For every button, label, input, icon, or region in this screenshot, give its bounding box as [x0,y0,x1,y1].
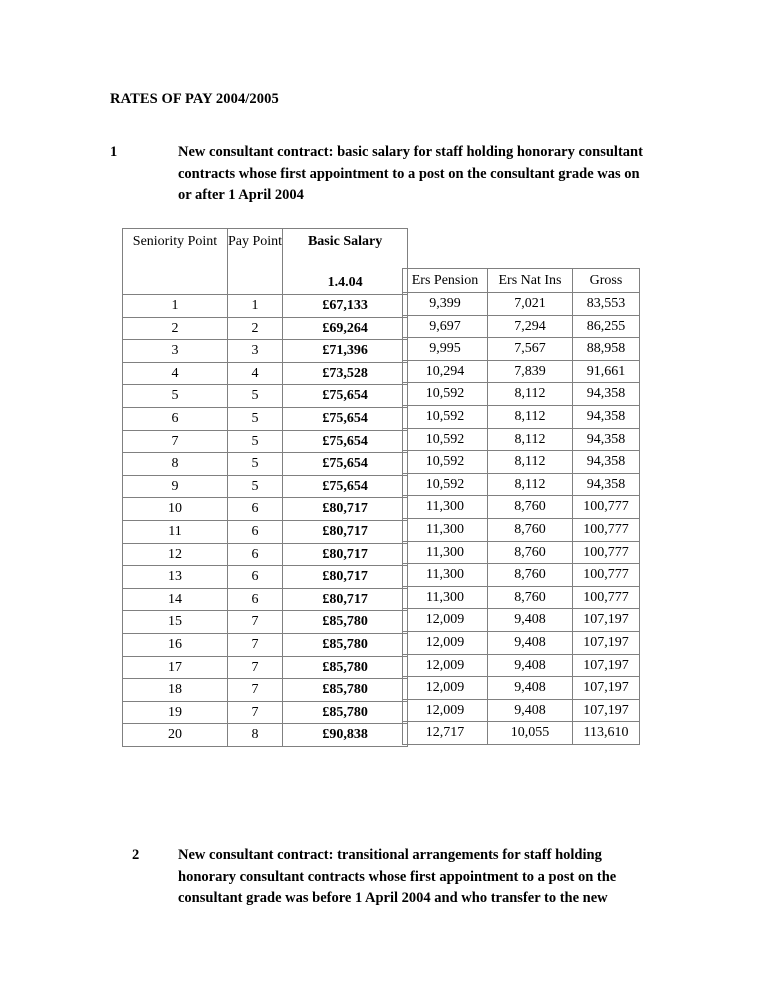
cell-basic-salary: £67,133 [283,295,408,318]
cell-ers-nat-ins: 7,021 [488,293,573,316]
cell-ers-pension: 12,009 [403,699,488,722]
cell-gross: 100,777 [573,586,640,609]
cell-ers-nat-ins: 9,408 [488,654,573,677]
table-row [403,338,640,361]
cell-basic-salary: £75,654 [283,475,408,498]
cell-seniority-point: 5 [123,385,228,408]
cell-basic-salary: £71,396 [283,340,408,363]
cell-ers-nat-ins: 8,760 [488,586,573,609]
table-row [403,451,640,474]
column-header-basic-salary-label: Basic Salary [307,234,383,249]
cell-ers-nat-ins: 8,112 [488,451,573,474]
section-1-number: 1 [110,144,118,160]
table-row [403,654,640,677]
column-header-basic-salary [283,229,408,295]
cell-ers-nat-ins: 7,567 [488,338,573,361]
cell-seniority-point: 4 [123,362,228,385]
cell-seniority-point: 12 [123,543,228,566]
cell-pay-point: 6 [228,566,283,589]
salary-table [122,228,408,747]
table-row [403,405,640,428]
cell-pay-point: 4 [228,362,283,385]
cell-basic-salary: £80,717 [283,543,408,566]
table-row [123,385,408,408]
cell-basic-salary: £80,717 [283,588,408,611]
table-row [123,362,408,385]
page-title: RATES OF PAY 2004/2005 [110,91,279,107]
table-row [123,340,408,363]
table-row [123,543,408,566]
cell-pay-point: 7 [228,701,283,724]
cell-ers-pension: 10,592 [403,383,488,406]
cell-ers-nat-ins: 7,294 [488,315,573,338]
table-row [403,677,640,700]
cell-ers-pension: 12,009 [403,677,488,700]
table-row [123,453,408,476]
table-row [403,722,640,745]
cell-ers-pension: 11,300 [403,564,488,587]
cell-gross: 94,358 [573,383,640,406]
table-row [123,701,408,724]
cell-basic-salary: £85,780 [283,701,408,724]
section-2-text: New consultant contract: transitional arrangements for staff holding honorary consultant contracts whose first appointment to a post on the consultant grade was before 1 April 2004 and who transfer to the new [178,847,617,906]
cell-seniority-point: 1 [123,295,228,318]
cell-gross: 107,197 [573,609,640,632]
contributions-table [402,268,640,745]
table-row [123,295,408,318]
cell-ers-pension: 9,697 [403,315,488,338]
cell-seniority-point: 8 [123,453,228,476]
table-row [123,475,408,498]
cell-gross: 94,358 [573,428,640,451]
cell-ers-pension: 12,009 [403,631,488,654]
cell-ers-pension: 10,592 [403,451,488,474]
cell-pay-point: 5 [228,407,283,430]
column-header-pay-point: Pay Point [228,229,283,295]
cell-gross: 107,197 [573,631,640,654]
cell-pay-point: 3 [228,340,283,363]
column-header-gross: Gross [573,269,640,293]
table-row [123,566,408,589]
cell-ers-pension: 12,009 [403,654,488,677]
cell-ers-nat-ins: 8,112 [488,428,573,451]
cell-seniority-point: 3 [123,340,228,363]
cell-basic-salary: £85,780 [283,611,408,634]
table-header-row [403,269,640,293]
cell-seniority-point: 18 [123,679,228,702]
cell-ers-nat-ins: 8,760 [488,518,573,541]
cell-ers-pension: 11,300 [403,541,488,564]
cell-gross: 113,610 [573,722,640,745]
cell-pay-point: 5 [228,385,283,408]
table-row [123,407,408,430]
cell-pay-point: 7 [228,656,283,679]
cell-seniority-point: 14 [123,588,228,611]
column-header-basic-salary-date: 1.4.04 [327,275,363,290]
table-row [123,430,408,453]
cell-pay-point: 8 [228,724,283,747]
cell-gross: 83,553 [573,293,640,316]
cell-pay-point: 2 [228,317,283,340]
cell-pay-point: 7 [228,611,283,634]
cell-basic-salary: £75,654 [283,407,408,430]
cell-ers-nat-ins: 9,408 [488,677,573,700]
cell-ers-pension: 9,399 [403,293,488,316]
table-row [123,679,408,702]
cell-basic-salary: £75,654 [283,385,408,408]
cell-ers-nat-ins: 7,839 [488,360,573,383]
table-row [403,496,640,519]
cell-gross: 91,661 [573,360,640,383]
table-row [403,473,640,496]
cell-basic-salary: £80,717 [283,498,408,521]
cell-ers-pension: 10,592 [403,405,488,428]
cell-basic-salary: £75,654 [283,430,408,453]
table-row [403,360,640,383]
cell-seniority-point: 13 [123,566,228,589]
cell-seniority-point: 10 [123,498,228,521]
cell-seniority-point: 7 [123,430,228,453]
section-2 [132,845,662,910]
cell-ers-nat-ins: 8,760 [488,564,573,587]
cell-basic-salary: £73,528 [283,362,408,385]
table-row [403,609,640,632]
section-2-number: 2 [132,847,140,863]
cell-basic-salary: £85,780 [283,679,408,702]
cell-pay-point: 6 [228,498,283,521]
cell-ers-nat-ins: 8,112 [488,405,573,428]
cell-pay-point: 5 [228,453,283,476]
section-1 [110,142,650,207]
table-row [123,633,408,656]
cell-pay-point: 1 [228,295,283,318]
cell-pay-point: 6 [228,520,283,543]
contributions-table-body [403,293,640,745]
cell-gross: 94,358 [573,451,640,474]
table-row [123,656,408,679]
cell-ers-pension: 10,592 [403,473,488,496]
salary-table-body [123,295,408,747]
cell-pay-point: 7 [228,633,283,656]
cell-seniority-point: 19 [123,701,228,724]
cell-ers-nat-ins: 8,760 [488,496,573,519]
cell-basic-salary: £85,780 [283,656,408,679]
cell-basic-salary: £80,717 [283,520,408,543]
cell-basic-salary: £90,838 [283,724,408,747]
cell-ers-nat-ins: 8,112 [488,473,573,496]
table-row [123,724,408,747]
cell-seniority-point: 15 [123,611,228,634]
cell-ers-pension: 11,300 [403,518,488,541]
cell-gross: 100,777 [573,541,640,564]
cell-ers-pension: 10,294 [403,360,488,383]
section-1-text: New consultant contract: basic salary for staff holding honorary consultant contracts whose first appointment to a post on the consultant grade was on or after 1 April 2004 [178,144,643,203]
cell-seniority-point: 20 [123,724,228,747]
table-row [403,541,640,564]
cell-seniority-point: 16 [123,633,228,656]
cell-pay-point: 5 [228,430,283,453]
cell-gross: 94,358 [573,405,640,428]
table-row [123,498,408,521]
cell-gross: 107,197 [573,677,640,700]
cell-basic-salary: £69,264 [283,317,408,340]
table-header-row [123,229,408,295]
cell-gross: 107,197 [573,699,640,722]
cell-pay-point: 6 [228,588,283,611]
cell-gross: 100,777 [573,564,640,587]
cell-ers-pension: 12,009 [403,609,488,632]
cell-ers-pension: 9,995 [403,338,488,361]
cell-ers-nat-ins: 8,112 [488,383,573,406]
cell-gross: 94,358 [573,473,640,496]
table-row [403,383,640,406]
cell-basic-salary: £75,654 [283,453,408,476]
cell-ers-nat-ins: 8,760 [488,541,573,564]
cell-ers-pension: 12,717 [403,722,488,745]
cell-ers-nat-ins: 10,055 [488,722,573,745]
cell-ers-nat-ins: 9,408 [488,609,573,632]
cell-basic-salary: £85,780 [283,633,408,656]
table-row [403,315,640,338]
table-row [123,588,408,611]
cell-basic-salary: £80,717 [283,566,408,589]
salary-table-header [123,229,408,295]
cell-gross: 100,777 [573,518,640,541]
cell-seniority-point: 2 [123,317,228,340]
contributions-table-header [403,269,640,293]
cell-gross: 100,777 [573,496,640,519]
cell-gross: 86,255 [573,315,640,338]
table-row [403,293,640,316]
table-row [403,699,640,722]
cell-gross: 88,958 [573,338,640,361]
cell-seniority-point: 11 [123,520,228,543]
cell-gross: 107,197 [573,654,640,677]
cell-pay-point: 5 [228,475,283,498]
cell-ers-pension: 11,300 [403,496,488,519]
table-row [403,428,640,451]
cell-pay-point: 7 [228,679,283,702]
cell-ers-nat-ins: 9,408 [488,631,573,654]
cell-seniority-point: 9 [123,475,228,498]
column-header-ers-nat-ins: Ers Nat Ins [488,269,573,293]
table-row [403,631,640,654]
table-row [403,586,640,609]
cell-pay-point: 6 [228,543,283,566]
column-header-seniority-point: Seniority Point [123,229,228,295]
cell-ers-nat-ins: 9,408 [488,699,573,722]
table-row [403,564,640,587]
table-row [123,611,408,634]
table-row [403,518,640,541]
table-row [123,317,408,340]
cell-ers-pension: 11,300 [403,586,488,609]
cell-seniority-point: 17 [123,656,228,679]
table-row [123,520,408,543]
column-header-ers-pension: Ers Pension [403,269,488,293]
cell-seniority-point: 6 [123,407,228,430]
cell-ers-pension: 10,592 [403,428,488,451]
